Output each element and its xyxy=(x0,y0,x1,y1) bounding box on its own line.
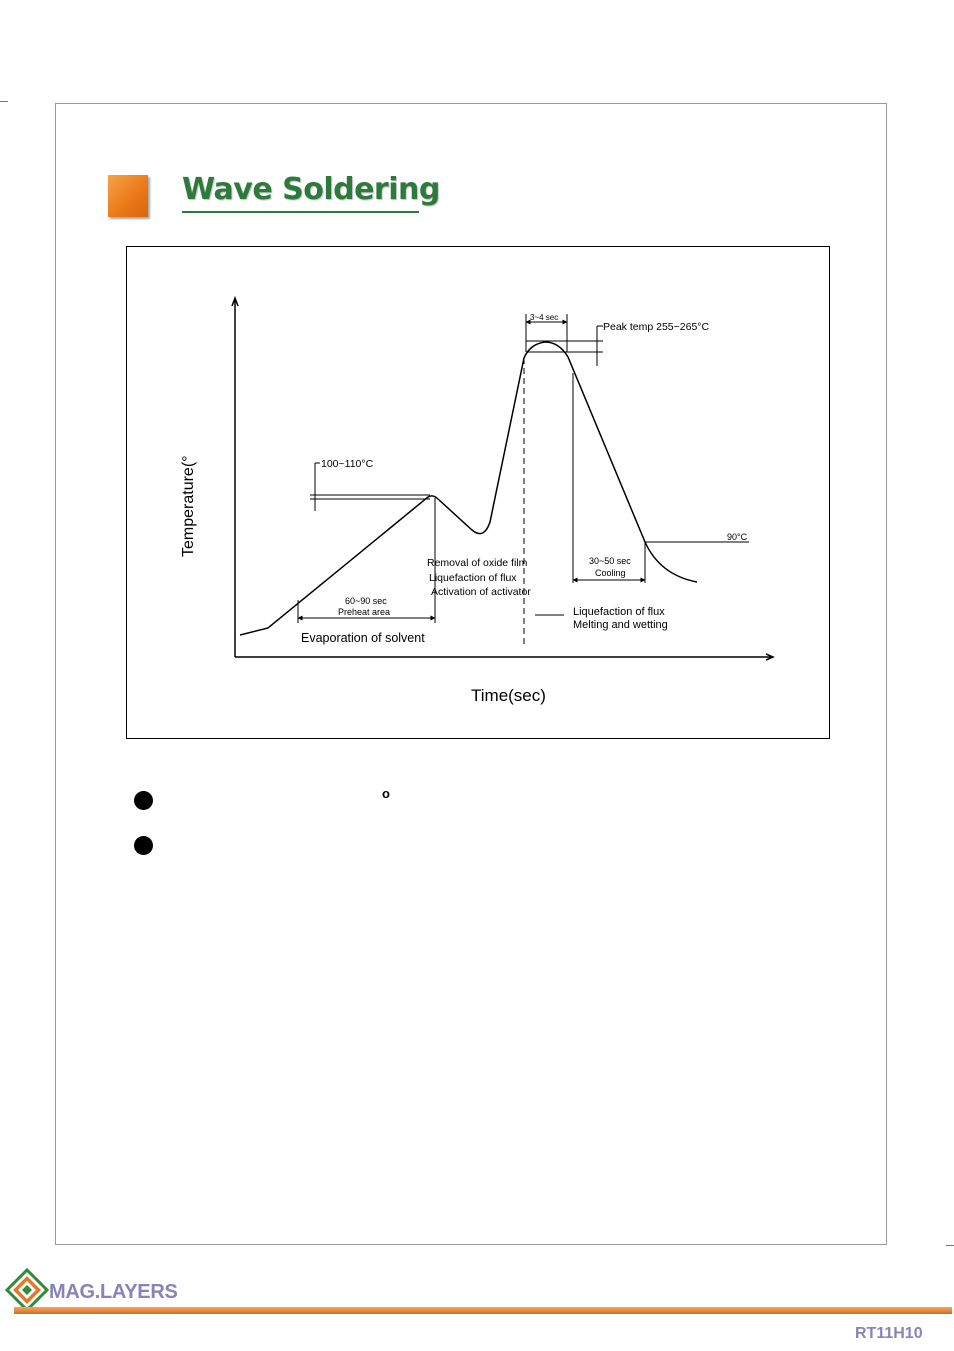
liquefaction-flux-legend: Liquefaction of flux xyxy=(573,606,665,618)
preheat-area-label: Preheat area xyxy=(338,607,391,617)
cooling-label: Cooling xyxy=(595,568,626,578)
bullet-text: o xyxy=(382,786,390,801)
cooling-time-label: 30~50 sec xyxy=(589,556,631,566)
removal-oxide-label: Removal of oxide film xyxy=(427,557,528,569)
peak-time-label: 3~4 sec xyxy=(530,313,559,322)
footer-bar xyxy=(14,1307,952,1314)
evaporation-label: Evaporation of solvent xyxy=(301,631,425,645)
cooling-end-temp-label: 90°C xyxy=(727,532,748,542)
axis-x-label: Time(sec) xyxy=(471,686,546,705)
preheat-time-label: 60~90 sec xyxy=(345,596,387,606)
document-code: RT11H10 xyxy=(855,1325,923,1342)
section-title: Wave Soldering xyxy=(182,172,440,207)
brand-name: MAG.LAYERS xyxy=(49,1281,178,1303)
peak-temp-label: Peak temp 255~265°C xyxy=(603,321,710,333)
liquefaction-flux-label: Liquefaction of flux xyxy=(429,572,517,584)
maglayers-logo-icon xyxy=(5,1268,49,1312)
bullet-dot-icon xyxy=(134,791,153,810)
preheat-temp-label: 100~110°C xyxy=(321,458,374,470)
melting-wetting-legend: Melting and wetting xyxy=(573,619,668,631)
activation-label: Activation of activator xyxy=(431,586,531,598)
axis-y-label: Temperature(° xyxy=(180,455,197,557)
bullet-dot-icon xyxy=(134,836,153,855)
